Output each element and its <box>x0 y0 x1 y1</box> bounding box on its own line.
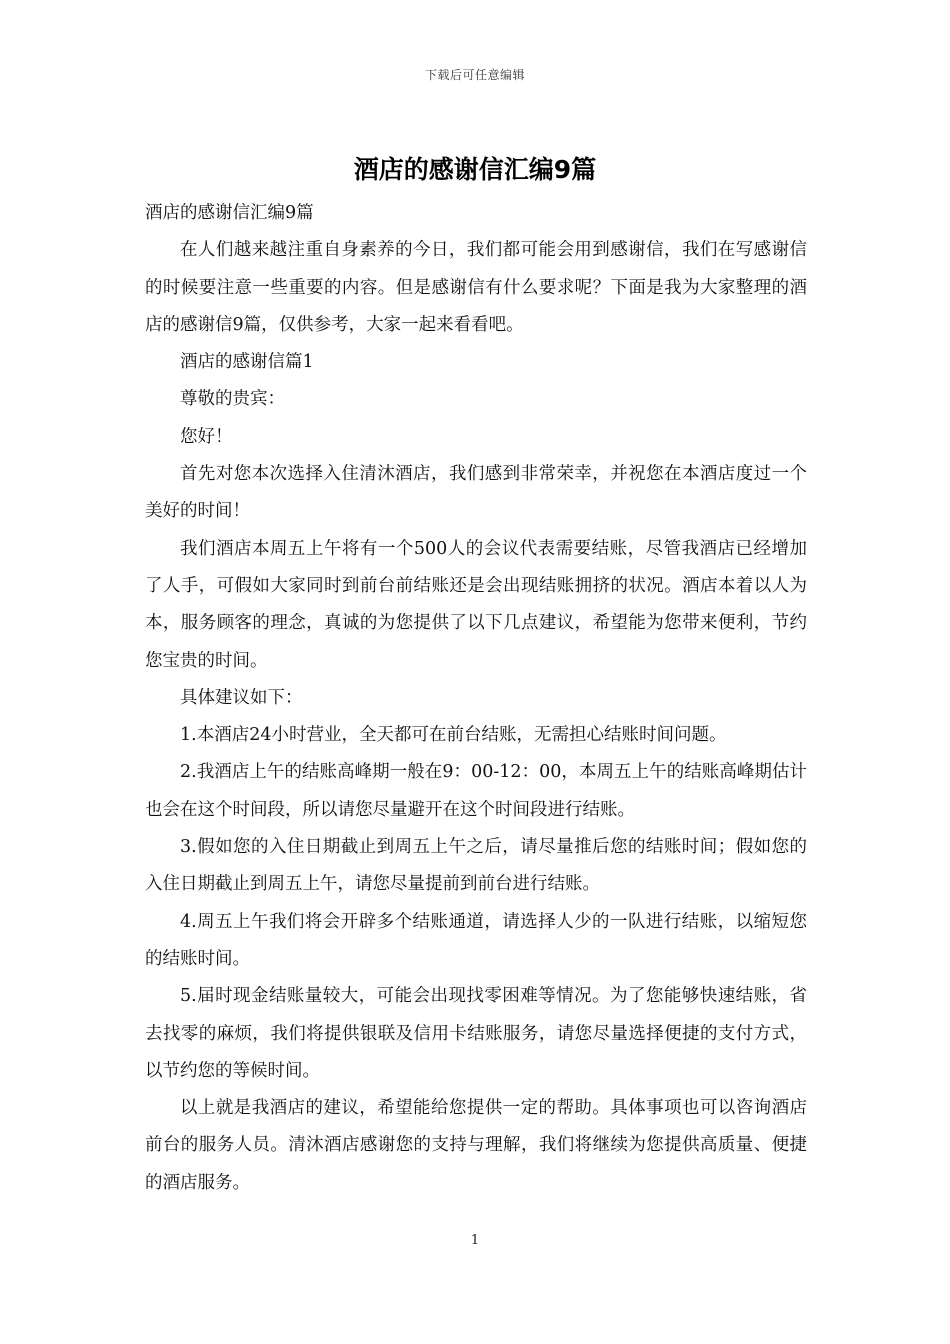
suggestions-heading: 具体建议如下： <box>180 687 303 708</box>
suggestion-item: 4.周五上午我们将会开辟多个结账通道，请选择人少的一队进行结账，以缩短您的结账时间。 <box>145 911 807 969</box>
document-title: 酒店的感谢信汇编9篇 <box>353 155 597 184</box>
document-body <box>145 195 807 1202</box>
subtitle-paragraph: 酒店的感谢信汇编9篇 <box>145 203 314 223</box>
body-paragraph: 首先对您本次选择入住清沐酒店，我们感到非常荣幸，并祝您在本酒店度过一个美好的时间！ <box>145 464 807 522</box>
section-heading: 酒店的感谢信篇1 <box>180 352 314 373</box>
body-paragraph: 我们酒店本周五上午将有一个500人的会议代表需要结账，尽管我酒店已经增加了人手，可假如大家同时到前台前结账还是会出现结账拥挤的状况。酒店本着以人为本，服务顾客的理念，真诚的为您提供了以下几点建议，希望能为您带来便利，节约您宝贵的时间。 <box>145 538 807 671</box>
closing-paragraph: 以上就是我酒店的建议，希望能给您提供一定的帮助。具体事项也可以咨询酒店前台的服务人员。清沐酒店感谢您的支持与理解，我们将继续为您提供高质量、便捷的酒店服务。 <box>145 1098 807 1193</box>
greeting: 您好！ <box>180 426 233 447</box>
intro-paragraph: 在人们越来越注重自身素养的今日，我们都可能会用到感谢信，我们在写感谢信的时候要注意一些重要的内容。但是感谢信有什么要求呢？下面是我为大家整理的酒店的感谢信9篇，仅供参考，大家一起来看看吧。 <box>145 240 807 335</box>
suggestion-item: 5.届时现金结账量较大，可能会出现找零困难等情况。为了您能够快速结账，省去找零的麻烦，我们将提供银联及信用卡结账服务，请您尽量选择便捷的支付方式，以节约您的等候时间。 <box>145 986 807 1081</box>
page-number: 1 <box>470 1233 480 1248</box>
suggestion-item: 2.我酒店上午的结账高峰期一般在9：00-12：00，本周五上午的结账高峰期估计也会在这个时间段，所以请您尽量避开在这个时间段进行结账。 <box>145 762 807 820</box>
header-note: 下载后可任意编辑 <box>424 68 525 82</box>
suggestion-item: 1.本酒店24小时营业，全天都可在前台结账，无需担心结账时间问题。 <box>180 725 727 746</box>
suggestion-item: 3.假如您的入住日期截止到周五上午之后，请尽量推后您的结账时间；假如您的入住日期截止到周五上午，请您尽量提前到前台进行结账。 <box>145 837 807 895</box>
salutation: 尊敬的贵宾： <box>180 389 285 410</box>
